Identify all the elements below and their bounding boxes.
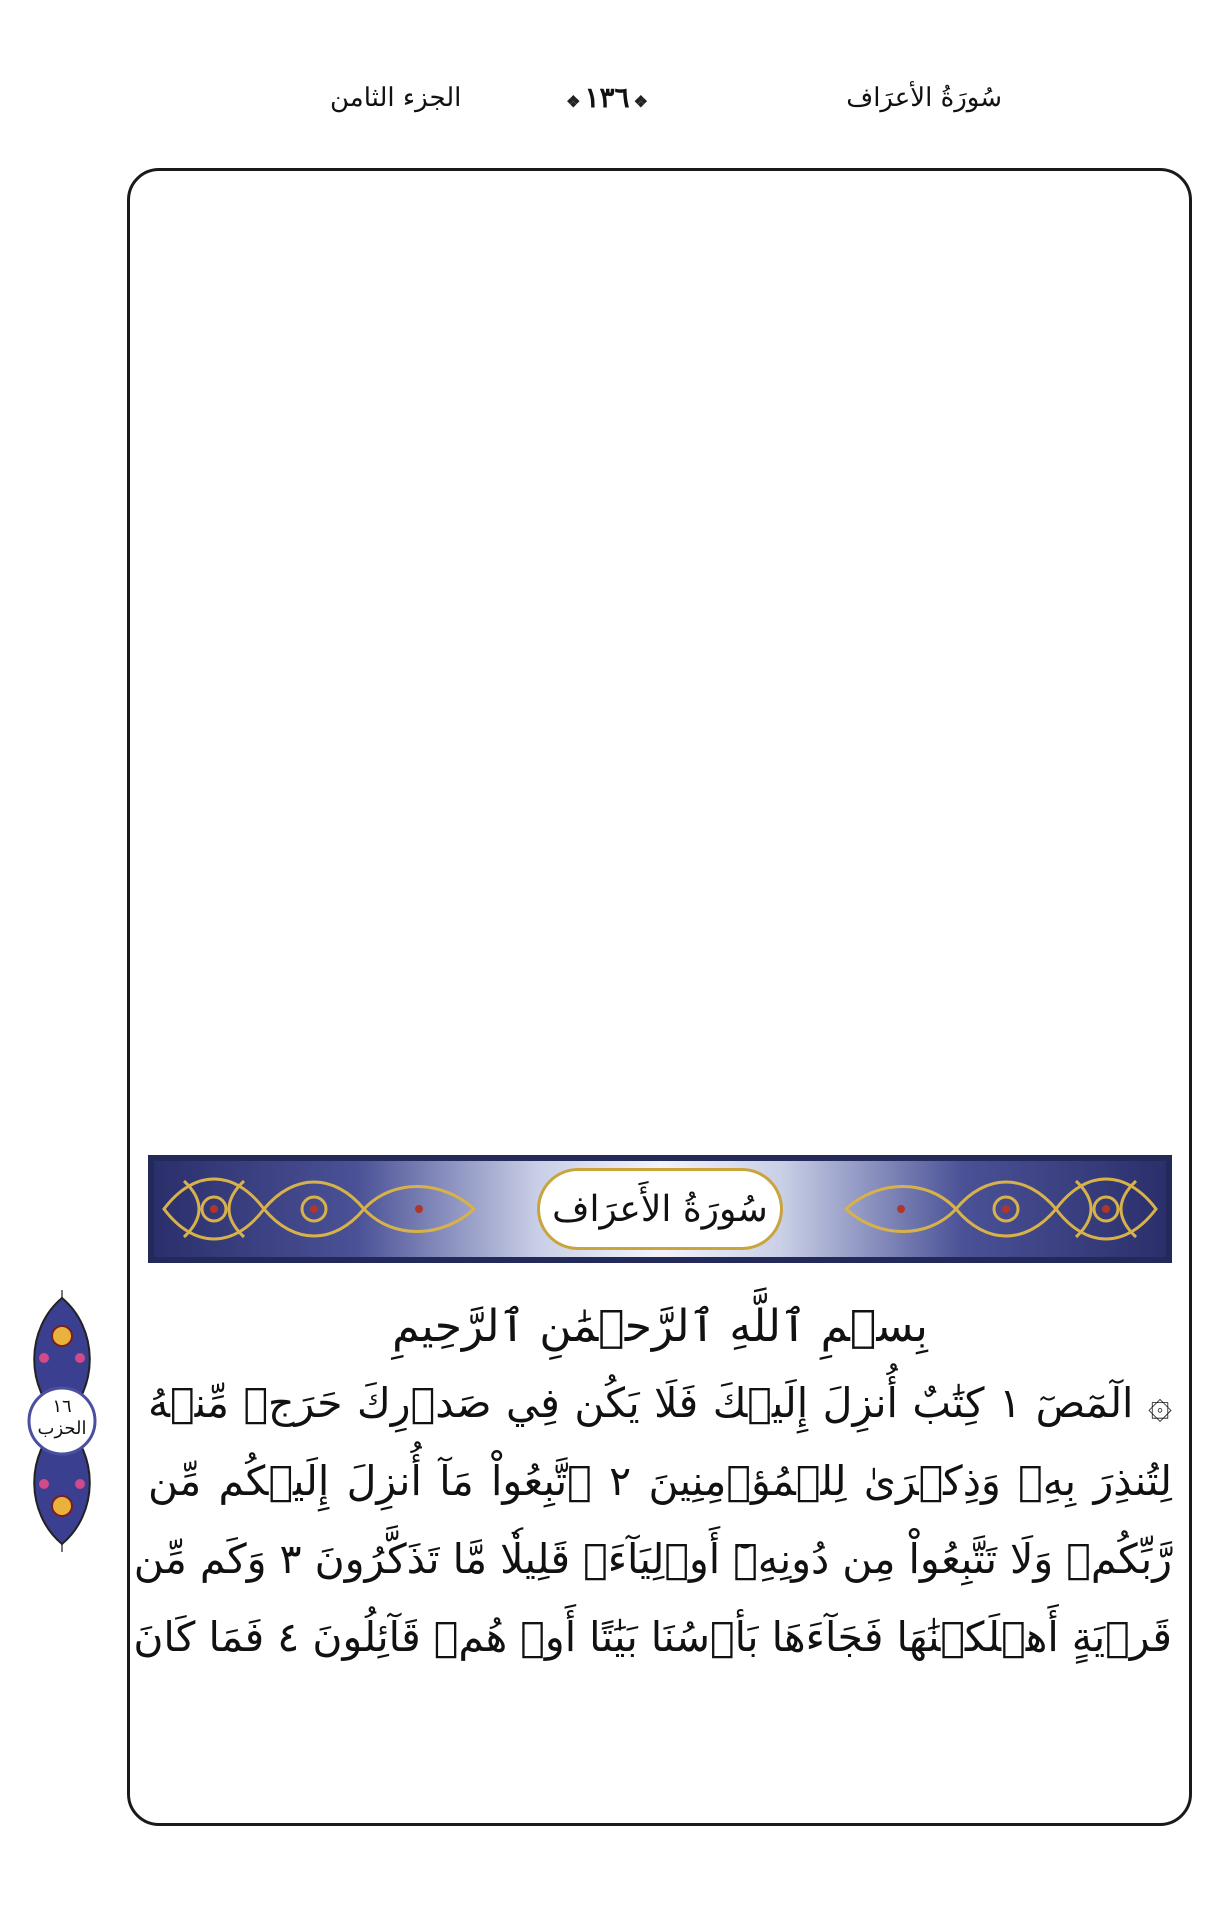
hizb-marker (18, 1288, 106, 1554)
surah-title-banner (148, 1155, 1172, 1263)
hizb-number: ١٦ (52, 1396, 72, 1417)
verse-line: رَّبِّكُمۡ وَلَا تَتَّبِعُواْ مِن دُونِهِۦٓ أَوۡلِيَآءَۗ قَلِيلٗا مَّا تَذَكَّرُونَ ٣ وَكَم مِّن (133, 1535, 1172, 1583)
arabesque-ornament-icon (154, 1161, 484, 1257)
arabesque-ornament-icon (836, 1161, 1166, 1257)
ornament-left-icon: ❖ (566, 92, 581, 111)
ornament-right-icon: ❖ (633, 92, 648, 111)
hizb-word: الحزب (37, 1418, 87, 1439)
basmala: بِسۡمِ ٱللَّهِ ٱلرَّحۡمَٰنِ ٱلرَّحِيمِ (392, 1301, 928, 1352)
header-surah-name: سُورَةُ الأعرَاف (846, 83, 1002, 113)
verse-line: ۞ الٓمٓصٓ ١ كِتَٰبٌ أُنزِلَ إِلَيۡكَ فَلَا يَكُن فِي صَدۡرِكَ حَرَجٞ مِّنۡهُ (148, 1379, 1172, 1427)
page-header (0, 78, 1214, 128)
quran-text (133, 1290, 1172, 1676)
verse-line: قَرۡيَةٍ أَهۡلَكۡنَٰهَا فَجَآءَهَا بَأۡسُنَا بَيَٰتًا أَوۡ هُمۡ قَآئِلُونَ ٤ فَمَا كَانَ (133, 1613, 1172, 1661)
page-number: ١٣٦ (584, 81, 630, 114)
header-page-number (562, 78, 652, 122)
surah-title: سُورَةُ الأَعرَاف (540, 1171, 780, 1247)
verse-line: لِتُنذِرَ بِهِۦ وَذِكۡرَىٰ لِلۡمُؤۡمِنِينَ ٢ ٱتَّبِعُواْ مَآ أُنزِلَ إِلَيۡكُم مِّن (148, 1457, 1172, 1505)
hizb-label (18, 1396, 106, 1440)
header-juz-name: الجزء الثامن (330, 83, 462, 113)
